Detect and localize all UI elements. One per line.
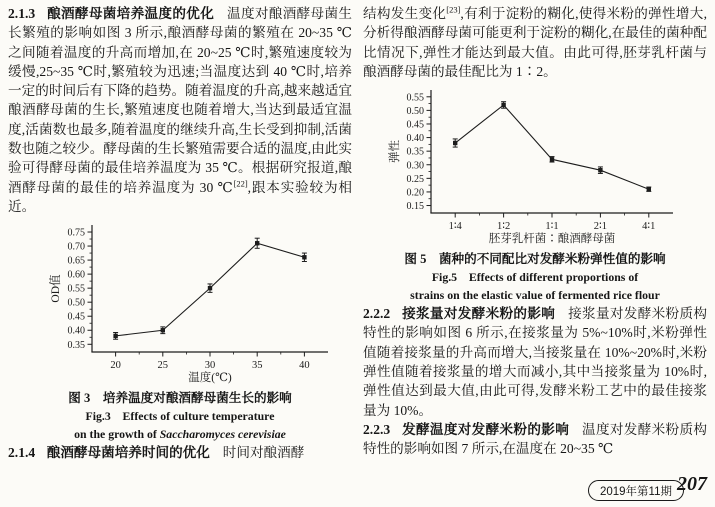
svg-text:1∶1: 1∶1 xyxy=(545,221,559,233)
page-footer xyxy=(588,472,707,501)
fig5-line-chart xyxy=(387,83,689,249)
fig3-caption-en-line1: Fig.3 Effects of culture temperature xyxy=(85,409,275,424)
svg-text:弹性: 弹性 xyxy=(389,140,401,164)
svg-text:0.45: 0.45 xyxy=(406,119,424,131)
svg-text:0.35: 0.35 xyxy=(67,340,85,352)
svg-text:0.55: 0.55 xyxy=(67,283,85,295)
svg-text:0.70: 0.70 xyxy=(67,241,85,253)
section-number-223: 2.2.3 xyxy=(363,421,391,437)
section-body-223: 温度对发酵米粉质构特性的影响如图 7 所示,在温度在 20~35 ℃ xyxy=(363,421,707,457)
svg-text:0.15: 0.15 xyxy=(406,201,424,213)
svg-text:0.20: 0.20 xyxy=(406,187,424,199)
continuation-body-cont: ,有利于淀粉的糊化,使得米粉的弹性增大,分析得酿酒酵母菌可能更利于淀粉的糊化,在最佳的菌种配比情况下,弹性才能达到最大值。由此可得,胚芽乳杆菌与酿酒酵母菌的最佳配比为 1∶2。 xyxy=(363,6,708,79)
svg-text:40: 40 xyxy=(299,360,310,372)
fig3-caption-species: Saccharomyces cerevisiae xyxy=(159,426,286,441)
fig3-caption-zh: 图 3 培养温度对酿酒酵母菌生长的影响 xyxy=(68,391,292,406)
section-number-214: 2.1.4 xyxy=(8,445,36,461)
svg-text:OD值: OD值 xyxy=(50,274,62,303)
paragraph-continuation xyxy=(363,4,707,81)
fig5-caption-en-line2: strains on the elastic value of fermented rice flour xyxy=(410,287,660,302)
fig3-caption-en-line2 xyxy=(8,426,352,444)
svg-text:25: 25 xyxy=(157,360,169,372)
section-title-222: 接浆量对发酵米粉的影响 xyxy=(401,306,556,322)
citation-ref-22: [22] xyxy=(233,178,248,189)
svg-text:温度(℃): 温度(℃) xyxy=(188,372,232,385)
section-number-222: 2.2.2 xyxy=(363,306,391,322)
svg-text:0.30: 0.30 xyxy=(406,160,424,172)
svg-text:0.40: 0.40 xyxy=(67,326,85,338)
fig3-line-chart xyxy=(48,218,344,388)
svg-text:20: 20 xyxy=(110,360,121,372)
svg-text:4∶1: 4∶1 xyxy=(642,221,656,233)
section-title-213: 酿酒酵母菌培养温度的优化 xyxy=(46,6,215,21)
svg-text:0.35: 0.35 xyxy=(406,146,424,158)
paragraph-2-1-3 xyxy=(8,4,352,216)
section-title-214: 酿酒酵母菌培养时间的优化 xyxy=(46,445,210,461)
section-body-213-cont: ,跟本实验较为相近。 xyxy=(8,179,352,214)
svg-text:1∶2: 1∶2 xyxy=(496,221,511,233)
figure-3 xyxy=(8,218,352,443)
section-body-222: 接浆量对发酵米粉质构特性的影响如图 6 所示,在接浆量为 5%~10%时,米粉弹性值随着接浆量的升高而增大,当接浆量在 10%~20%时,米粉弹性值随着接浆量的增大而减小,其中当接浆量为 10%时,弹性值达到最大值,由此可得,发酵米粉工艺中的最佳接浆量为 10%。 xyxy=(363,306,707,418)
page-number: 207 xyxy=(677,472,707,495)
svg-text:1∶4: 1∶4 xyxy=(448,221,462,233)
fig5-caption-en-line1: Fig.5 Effects of different proportions of xyxy=(431,270,639,285)
paragraph-2-2-3 xyxy=(363,420,707,459)
fig3-caption xyxy=(8,389,352,443)
paragraph-2-2-2 xyxy=(363,304,707,420)
svg-text:0.25: 0.25 xyxy=(406,174,424,186)
svg-text:0.60: 0.60 xyxy=(67,269,85,281)
citation-ref-23: [23] xyxy=(446,4,461,15)
svg-text:2∶1: 2∶1 xyxy=(593,221,608,233)
section-number-213: 2.1.3 xyxy=(8,6,36,21)
svg-text:0.50: 0.50 xyxy=(406,106,424,118)
section-body-213: 温度对酿酒酵母菌生长繁殖的影响如图 3 所示,酿酒酵母菌的繁殖在 20~35 ℃之间随着温度的升高而增加,在 20~25 ℃时,繁殖速度较为缓慢,25~35 ℃时,繁殖较为迅速;当温度达到 40 ℃时,培养一定的时间后有下降的趋势。随着温度的升高,越来越适宜酿酒酵母菌的生长,繁殖速度也随着增大,当达到最适宜温度,活菌数也最多,随着温度的继续升高,生长受到抑制,活菌数也随之较少。酵母菌的生长繁殖需要合适的温度,由此实验可得酵母菌的最佳培养温度为 35 ℃。根据研究报道,酿酒酵母菌的最佳的培养温度为 30 ℃ xyxy=(8,6,352,195)
svg-text:35: 35 xyxy=(251,360,263,372)
svg-text:0.65: 0.65 xyxy=(67,255,85,267)
svg-text:0.50: 0.50 xyxy=(67,297,85,309)
section-title-223: 发酵温度对发酵米粉的影响 xyxy=(401,421,570,437)
fig3-caption-en-line2-text: on the growth of xyxy=(74,426,160,441)
svg-text:0.55: 0.55 xyxy=(406,92,424,104)
right-column xyxy=(363,4,707,459)
fig5-caption xyxy=(363,250,707,304)
fig5-caption-zh: 图 5 菌种的不同配比对发酵米粉弹性值的影响 xyxy=(404,252,666,267)
svg-text:0.45: 0.45 xyxy=(67,311,85,323)
figure-5 xyxy=(363,83,707,304)
continuation-body: 结构发生变化 xyxy=(363,6,447,21)
left-column xyxy=(8,4,352,463)
svg-text:30: 30 xyxy=(204,360,216,372)
svg-text:胚芽乳杆菌∶酿酒酵母菌: 胚芽乳杆菌∶酿酒酵母菌 xyxy=(488,233,616,246)
svg-text:0.40: 0.40 xyxy=(406,133,424,145)
section-body-214: 时间对酿酒酵 xyxy=(222,445,305,461)
paragraph-2-1-4 xyxy=(8,443,352,462)
svg-text:0.75: 0.75 xyxy=(67,227,85,239)
issue-badge: 2019年第11期 xyxy=(588,480,684,501)
